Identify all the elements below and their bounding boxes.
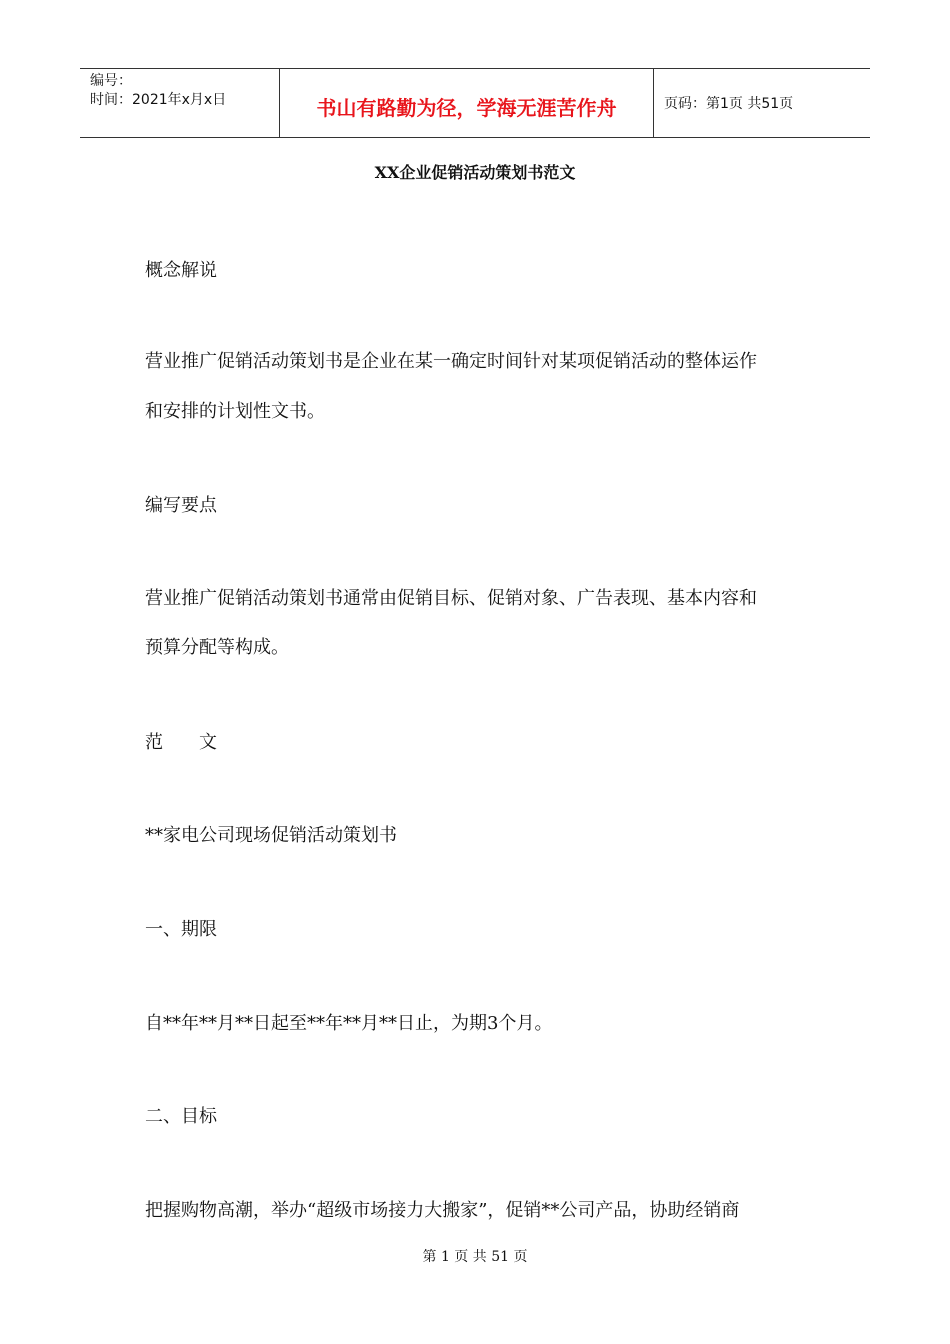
- header-meta: [80, 69, 280, 137]
- paragraph-writing-line-2: 预算分配等构成。: [145, 637, 289, 658]
- header-motto: 书山有路勤为径，学海无涯苦作舟: [280, 69, 654, 137]
- document-title: XX企业促销活动策划书范文: [374, 163, 576, 182]
- paragraph-plan-title: **家电公司现场促销活动策划书: [145, 825, 397, 846]
- paragraph-section-2-body: 把握购物高潮，举办“超级市场接力大搬家”，促销**公司产品，协助经销商: [145, 1200, 740, 1221]
- paragraph-concept-line-1: 营业推广促销活动策划书是企业在某一确定时间针对某项促销活动的整体运作: [145, 351, 757, 372]
- paragraph-writing-line-1: 营业推广促销活动策划书通常由促销目标、促销对象、广告表现、基本内容和: [145, 588, 757, 609]
- header-number-label: 编号：: [90, 73, 132, 89]
- paragraph-example-heading: 范 文: [145, 732, 217, 753]
- paragraph-section-2-heading: 二、目标: [145, 1106, 217, 1127]
- paragraph-section-1-heading: 一、期限: [145, 919, 217, 940]
- paragraph-concept-line-2: 和安排的计划性文书。: [145, 401, 325, 422]
- paragraph-section-1-body: 自**年**月**日起至**年**月**日止，为期3个月。: [145, 1013, 553, 1034]
- page-header: [80, 68, 870, 138]
- paragraph-writing-heading: 编写要点: [145, 495, 217, 516]
- header-page-info: 页码：第1页 共51页: [664, 96, 794, 112]
- paragraph-concept-heading: 概念解说: [145, 260, 217, 281]
- page-footer: 第 1 页 共 51 页: [422, 1249, 528, 1265]
- header-time-label: 时间：2021年x月x日: [90, 92, 227, 108]
